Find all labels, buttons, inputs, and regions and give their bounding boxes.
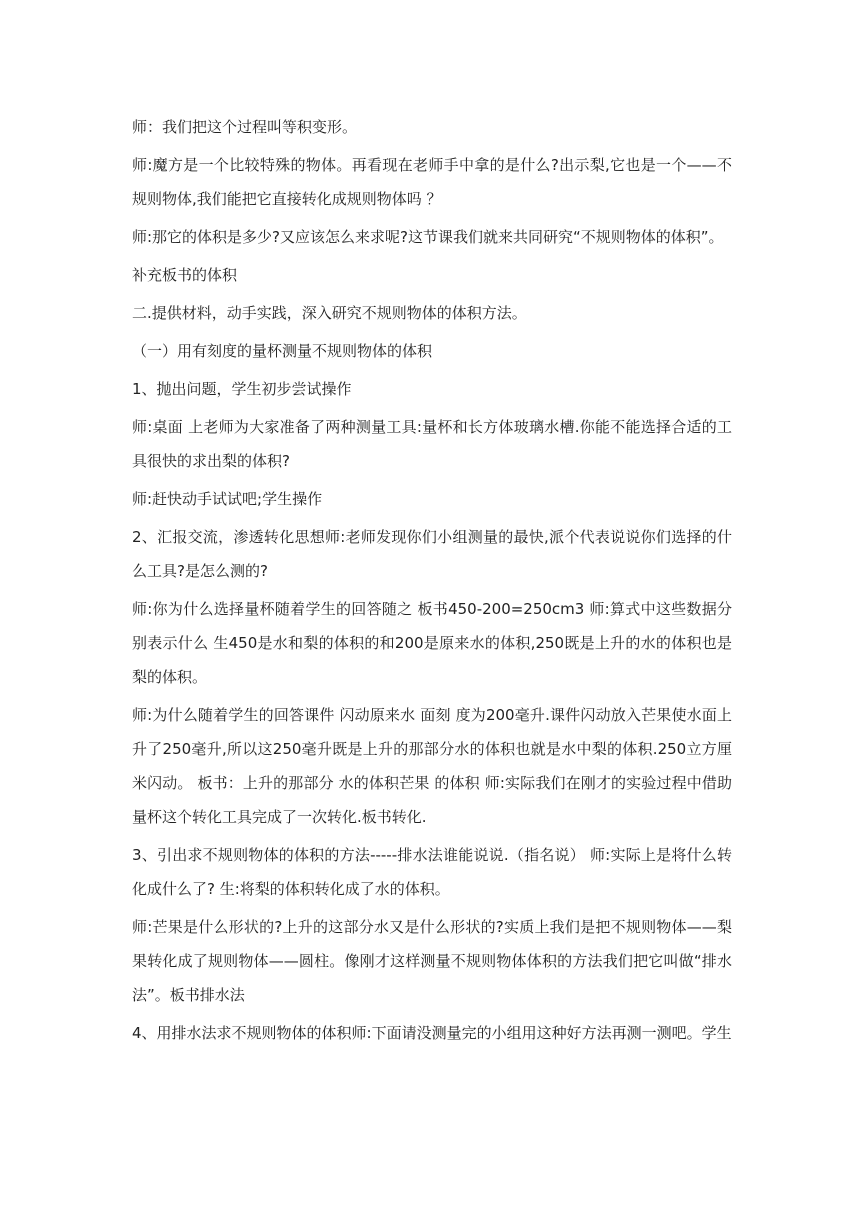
paragraph-9: 师:赶快动手试试吧;学生操作 (132, 490, 323, 508)
paragraph-8: 师:桌面 上老师为大家准备了两种测量工具:量杯和长方体玻璃水槽.你能不能选择合适的工具很快的求出梨的体积? (132, 418, 732, 470)
step-1-heading: 1、抛出问题，学生初步尝试操作 (132, 380, 352, 398)
paragraph-4: 补充板书的体积 (132, 266, 238, 284)
document-page (132, 110, 732, 1050)
section-heading-2: 二.提供材料，动手实践，深入研究不规则物体的体积方法。 (132, 304, 527, 322)
paragraph-2: 师:魔方是一个比较特殊的物体。再看现在老师手中拿的是什么?出示梨,它也是一个——不规则物体,我们能把它直接转化成规则物体吗 ？ (132, 156, 732, 208)
paragraph-12: 师:为什么随着学生的回答课件 闪动原来水 面刻 度为200毫升.课件闪动放入芒果使水面上升了250毫升,所以这250毫升既是上升的那部分水的体积也就是水中梨的体积.250立方厘米闪动。 板书：上升的那部分 水的体积芒果 的体积 师:实际我们在刚才的实验过程中借助量杯这个转化工具完成了一次转化.板书转化. (132, 706, 732, 826)
subsection-heading-1: （一）用有刻度的量杯测量不规则物体的体积 (132, 342, 433, 360)
paragraph-1: 师：我们把这个过程叫等积变形。 (132, 118, 358, 136)
step-3-paragraph: 3、引出求不规则物体的体积的方法-----排水法谁能说说.（指名说） 师:实际上是将什么转化成什么了? 生:将梨的体积转化成了水的体积。 (132, 846, 732, 898)
paragraph-14: 师:芒果是什么形状的?上升的这部分水又是什么形状的?实质上我们是把不规则物体——梨果转化成了规则物体——圆柱。像刚才这样测量不规则物体体积的方法我们把它叫做“排水法”。板书排水法 (132, 918, 732, 1004)
paragraph-11: 师:你为什么选择量杯随着学生的回答随之 板书450-200=250cm3 师:算式中这些数据分别表示什么 生450是水和梨的体积的和200是原来水的体积,250既是上升的水的体积也是梨的体积。 (132, 600, 732, 686)
step-4-paragraph: 4、用排水法求不规则物体的体积师:下面请没测量完的小组用这种好方法再测一测吧。学生 (132, 1024, 732, 1042)
paragraph-3: 师:那它的体积是多少?又应该怎么来求呢?这节课我们就来共同研究“不规则物体的体积”。 (132, 228, 724, 246)
step-2-paragraph: 2、汇报交流，渗透转化思想师:老师发现你们小组测量的最快,派个代表说说你们选择的什么工具?是怎么测的? (132, 528, 732, 580)
